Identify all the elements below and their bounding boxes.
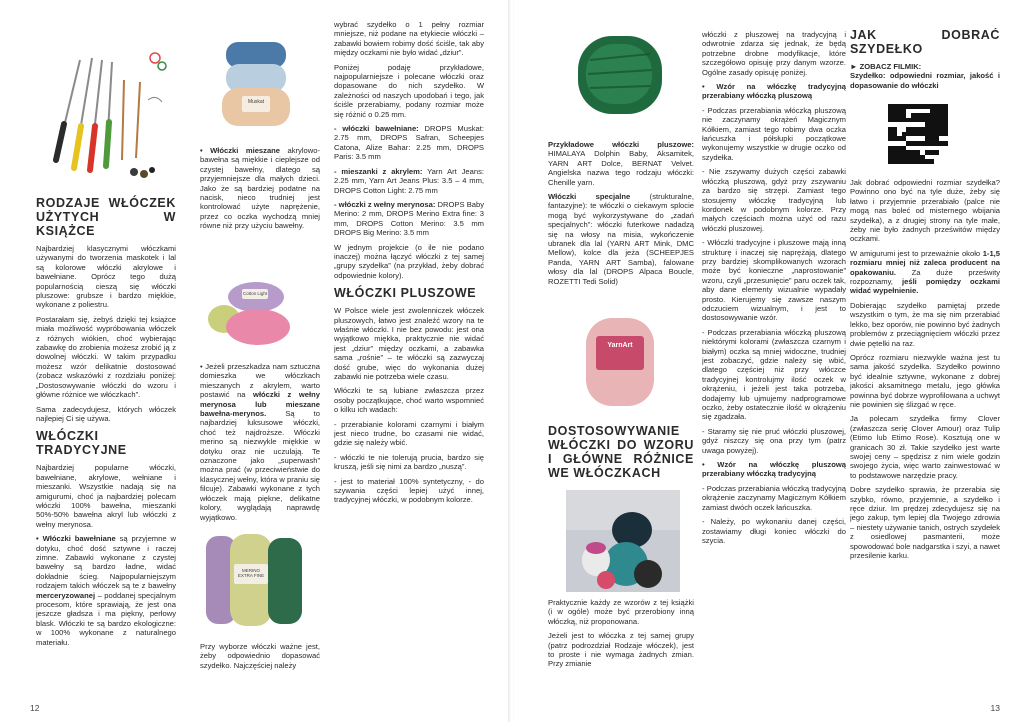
bold-lead: - mieszanki z akrylem: [334, 166, 423, 176]
text: HIMALAYA Dolphin Baby, Aksamitek, YARN ART Dolce, BERNAT Velvet. Angielska nazwa tego rodzaju włóczki: Chenille yarn. [548, 149, 694, 187]
paragraph: - przerabianie kolorami czarnymi i białym jest nieco trudne, bo czasami nie widać, gdzie się należy wbić. [334, 419, 484, 448]
right-column-1b [548, 420, 694, 490]
merino-yarn-photo [204, 530, 304, 630]
paragraph: - jest to materiał 100% syntetyczny, - do szywania części lepiej użyć innej, tradycyjnej włóczki, w podobnym kolorze. [334, 476, 484, 505]
paragraph: - włóczki te nie tolerują prucia, bardzo się kruszą, jeśli się nimi za bardzo „nuszą”. [334, 452, 484, 472]
right-column-1c [548, 598, 694, 702]
heading-plush-yarns: WŁÓCZKI PLUSZOWE [334, 286, 477, 301]
page-number: 13 [990, 703, 1000, 713]
paragraph: Najbardziej popularne włóczki, bawełniane, akrylowe, wełniane i mieszanki. Wszystkie nadają się na amigurumi, choć ja najbardziej polecam włóczki 100% bawełna, mieszanki 50%-50% bawełna akryl lub włóczki z wełny merynosa. [36, 463, 176, 529]
bold-lead: Przykładowe włóczki pluszowe: [548, 140, 694, 149]
left-column-2 [200, 146, 320, 266]
paragraph: Sama zadecydujesz, których włóczek najlepiej Ci się używa. [36, 404, 176, 423]
left-column-1 [36, 190, 176, 690]
paragraph-acrylic-list [334, 167, 484, 195]
left-column-2b [200, 362, 320, 530]
right-column-1 [548, 140, 694, 310]
text: akrylowo-bawełna są miękkie i cieplejsze od czystej bawełny, dlatego są przyjemniejsze dla małych dzieci. Jako że są bardziej podatne na nacisk, nieco trudniej jest kontrolować użyte naprężenie, przez co oczka wychodzą mniej równe niż przy użyciu bawełny. [200, 146, 320, 231]
paragraph-merino [200, 362, 320, 522]
paragraph: Ja polecam szydełka firmy Clover (zwłaszcza serię Clover Amour) oraz Tulip (Etimo lub Etimo Rose). Kosztują one w granicach 30 zł. Takie szydełko jest warte swojej ceny – spędzisz z nim wiele godzin swojego życia, więc warto zainwestować w to podstawowe narzędzie pracy. [850, 414, 1000, 480]
bold-lead: - włóczki z wełny merynosa: [334, 199, 436, 209]
subheading-traditional-with-plush: • Wzór na włóczkę tradycyjną przerabiany włóczką pluszową [702, 82, 846, 101]
text: (strukturalne, fantazyjne): te włóczki o ciekawym splocie mogą być wykorzystywane do „zadań specjalnych”: włóczki futerkowe nadadzą się na włosy na misia, wykończenie ubranek dla lal (YARN ART Mink, DMC Mellow), kolce dla jeża (SCHEEPJES Panda, YARN ART Samba), falowane włosy dla lal (DROPS Alpaca Boucle, ROZETTI Tedi Solid) [548, 192, 694, 286]
paragraph: Praktycznie każdy ze wzorów z tej książki (i w ogóle) może być przerobiony inną włóczką, niż proponowana. [548, 598, 694, 626]
paragraph: W Polsce wiele jest zwolenniczek włóczek pluszowych, łatwo jest znaleźć wzory na te właśnie włóczki. I nie bez powodu: jest ona wyjątkowo miękka, praktycznie nie widać jest „dziur” między oczkami, a zabawka sama „rośnie” – te włóczki są zazwyczaj dość grube, więc do wykonania dużej zabawki nie potrzeba wiele czasu. [334, 306, 484, 381]
paragraph: - Podczas przerabiania włóczką pluszową nie zaczynamy okrążeń Magicznym Kółkiem, zamiast tego robimy dwa oczka łańcuszka i półsłupki początkowe wykonujemy wszystkie w drugie oczko od szydełka. [702, 105, 846, 162]
paragraph: wybrać szydełko o 1 pełny rozmiar mniejsze, niż podane na etykiecie włóczki – zabawki bowiem robimy dość ściśle, tak aby między oczkami nie było widać „dziur”. [334, 20, 484, 58]
paragraph: W jednym projekcie (o ile nie podano inaczej) można łączyć włóczki z tej samej „grupy szydełka” (na przykład, żeby dobrać odpowiednie kolory). [334, 242, 484, 280]
text: Są to najbardziej luksusowe włóczki, choć też najdroższe. Włóczki merino są niezwykle miękkie w dotyku oraz nie uczulają. Te oznaczone jako „superwash” można prać (w przeciwieństwie do klasycznej wełny, która w praniu się filcuje). Zabawki wykonane z tych włóczek mają piękne, delikatne kolory, wyglądają naprawdę wyjątkowo. [200, 409, 320, 522]
bold-lead: • Włóczki bawełniane [36, 534, 116, 544]
yarn-label: Cotton Light [242, 291, 268, 296]
paragraph: Włóczki te są lubiane zwłaszcza przez osoby początkujące, choć warto wspomnieć o kilku ich wadach: [334, 386, 484, 415]
paragraph: - Należy, po wykonaniu danej części, zostawiamy długi koniec włóczki do szycia. [702, 517, 846, 545]
paragraph: - Włóczki tradycyjne i pluszowe mają inną strukturę i inaczej się naprężają, dlatego przy bardziej skomplikowanych wzorach może być konieczne „naprostowanie” wzoru, czyli „przesunięcie” paru oczek tak, aby dane elementy wizualnie wypadały prosto. Kierujemy się zawsze naszym odczuciem wizualnym, i jest to dostosowywanie wzór. [702, 238, 846, 323]
paragraph: Jak dobrać odpowiedni rozmiar szydełka? Powinno ono być na tyle duże, żeby się łatwo i przyjemnie przerabiało (palce nie mogą nas boleć od misternego wbijania szydełka), a z drugiej strony na tyle małe, żeby nie było żadnych prześwitów między oczkami. [850, 178, 1000, 244]
bold-term: 1-1,5 rozmiaru mniej niż zaleca producent na opakowaniu. [850, 248, 1000, 277]
video-link[interactable] [850, 62, 1000, 90]
video-link-title: Szydełko: odpowiedni rozmiar, jakość i dopasowanie do włóczki [850, 71, 1000, 90]
bold-lead: Włóczki specjalne [548, 192, 631, 202]
text: • Jeżeli przeszkadza nam sztuczna domieszka we włóczkach mieszanych z akrylem, warto postawić na [200, 362, 320, 400]
text: DROPS Baby Merino: 2 mm, DROPS Merino Extra fine: 3 mm, DROPS Cotton Merino: 3.5 mm DROPS Big Merino: 3.5 mm [334, 199, 484, 238]
bold-term: merceryzowanej [36, 590, 96, 600]
paragraph-special-yarns [548, 192, 694, 286]
text: DROPS Muskat: 2.75 mm, DROPS Safran, Scheepjes Catona, Alize Bahar: 2.25 mm, DROPS Paris: 3.5 mm [334, 124, 484, 162]
paragraph-mixed [200, 146, 320, 231]
paragraph-cotton-list [334, 124, 484, 162]
paragraph: - Nie zszywamy dużych części zabawki włóczką pluszową, gdyż przy zszywaniu za bardzo się strzępi. Zamiast tego stosujemy włóczkę tradycyjną lub kordonek w podobnym kolorze. Przy małych częściach można użyć od razu włóczki pluszowej. [702, 167, 846, 233]
paragraph: włóczki z pluszowej na tradycyjną i odwrotnie zdarza się jednak, że będą potrzebne drobne modyfikacje, które szczegółowo opisuję przy danym wzorze. Ogólne zasady opisuję poniżej. [702, 30, 846, 77]
text: Yarn Art Jeans: 2.25 mm, Yarn Art Jeans Plus: 3.5 – 4 mm, DROPS Cotton Light: 2.75 mm [334, 166, 484, 195]
right-column-2 [702, 30, 846, 705]
right-page [514, 0, 1024, 722]
right-column-3b [850, 178, 1000, 702]
pink-yarnart-yarn-photo [580, 312, 660, 412]
bold-term: włóczki z wełny merynosa lub mieszane bawełna-merynos. [200, 390, 320, 419]
paragraph-plush-examples [548, 140, 694, 187]
paragraph: Jeżeli jest to włóczka z tej samej grupy (patrz podrozdział Rodzaje włóczek), jest to proste i nie wymaga żadnych zmian. Przy zmianie [548, 631, 694, 669]
paragraph: - Podczas przerabiania włóczką pluszową niektórymi kolorami (zwłaszcza czarnym i białym) oczka są mniej widoczne, trudniej jest zobaczyć, gdzie należy się wbić, dlatego częściej niż przy włóczce tradycyjnej kontrolujmy ilość oczek w okrążeniu, i jeżeli jest taka potrzeba, dodajemy lub ujmujemy nadprogramowe oczko, żeby ostatecznie ilość w okrążeniu się zgadzała. [702, 327, 846, 422]
paragraph: Postarałam się, żebyś dzięki tej książce miała możliwość wypróbowania włóczek z różnych wiókien, choć wybierając zabawkę do zrobienia możesz zrobić ją z dowolnej włóczki. W takim przypadku możesz wzór delikatnie dostosować (zobacz wskazówki z rozdziału poniżej: „Dostosowywanie włóczki do wzoru i główne różnice we włóczkach”. [36, 314, 176, 400]
paragraph: Przy wyborze włóczki ważne jest, żeby odpowiednio dopasować szydełko. Najczęściej należy [200, 642, 320, 670]
paragraph: Dobre szydełko sprawia, że przerabia się szybko, równo, przyjemnie, a szydełko i ręce dziur. Im prędzej zdecydujesz się na jego zakup, tym lepiej dla Twojego zdrowia – niestety używanie tanich, ostrych szydełek z osiedlowej pasmanterii, może spowodować bole nadgarstka i szyi, a nawet przesilenie karku. [850, 485, 1000, 561]
muskat-yarn-photo [214, 36, 298, 136]
left-column-3 [334, 20, 484, 700]
qr-module [943, 159, 948, 164]
paragraph-merino-list [334, 200, 484, 238]
bold-term: jeśli pomiędzy oczkami widać wypełnienie. [850, 277, 1000, 296]
qr-code[interactable] [888, 104, 948, 164]
text: W amigurumi jest to przeważnie około [850, 248, 983, 258]
paragraph-hook-size [850, 249, 1000, 296]
left-column-2c [200, 642, 320, 702]
paragraph: Dobierając szydełko pamiętaj przede wszystkim o tym, że ma się nim przerabiać lekko, bez oporów, nie powinno być żadnych problemów z przeciągnięciem włóczki przez dwie pętelki na raz. [850, 300, 1000, 348]
paragraph-cotton [36, 534, 176, 647]
text: Za duże prześwity rozpoznamy, [850, 267, 1000, 287]
paragraph: Oprócz rozmiaru niezwykle ważna jest tu sama jakość szydełka. Szydełko powinno być idealnie sztywne, wykonane z dobrej jakości aksamitnego metalu, jego główka powinna być dobrze wyprofilowana a uchwyt nie powinien się ślizgać w ręce. [850, 352, 1000, 409]
yarn-label: MERINO EXTRA FINE [237, 568, 265, 578]
paragraph: Najbardziej klasycznymi włóczkami używanymi do tworzenia maskotek i lal są kolorowe włóczki akrylowe i bawełniane. Oprócz tego dużą popularnością cieszą się włóczki pluszowe: grubsze i bardzo miękkie, wykonane z poliestru. [36, 244, 176, 310]
video-link-lead: ► ZOBACZ FILMIK: [850, 62, 922, 71]
heading-yarn-types: RODZAJE WŁÓCZEK UŻYTYCH W KSIĄŻCE [36, 196, 176, 238]
left-page [0, 0, 510, 722]
cotton-light-yarn-photo [206, 275, 296, 355]
green-plush-yarn-photo [570, 30, 670, 120]
paragraph: Poniżej podaję przykładowe, najpopularniejsze i polecane włóczki oraz dopasowane do nich szydełko. W zależności od naszych upodobań i tego, jak ściśle przerabiamy, podany rozmiar może się różnić o 0.25 mm. [334, 62, 484, 119]
yarn-label: Muskat [247, 99, 265, 105]
paragraph: - Podczas przerabiania włóczką tradycyjną okrążenie zaczynamy Magicznym Kółkiem zamiast dwóch oczek łańcuszka. [702, 483, 846, 512]
amigurumi-toys-photo [566, 490, 680, 592]
page-number: 12 [30, 703, 40, 713]
heading-adjusting-yarn: DOSTOSOWYWANIE WŁÓCZKI DO WZORU I GŁÓWNE RÓŻNICE WE WŁÓCZKACH [548, 424, 694, 480]
heading-traditional-yarns: WŁÓCZKI TRADYCYJNE [36, 429, 127, 458]
bold-lead: • Włóczki mieszane [200, 146, 281, 155]
heading-choose-hook: JAK DOBRAĆ SZYDEŁKO [850, 28, 1000, 56]
subheading-plush-with-traditional: • Wzór na włóczkę pluszową przerabiany włóczką tradycyjną [702, 460, 846, 479]
yarn-label: YarnArt [607, 342, 633, 349]
paragraph: - Staramy się nie pruć włóczki pluszowej, gdyż niszczy się ona przy tym (patrz uwaga powyżej). [702, 426, 846, 455]
text: są przyjemne w dotyku, choć dość sztywne i raczej zimne. Zabawki wykonane z czystej bawełny są bardzo ładne, widać dokładnie ścieg. Najpopularniejszym rodzajem takich włóczek są te z bawełny [36, 534, 176, 591]
text: – poddanej specjalnym procesom, które sprawiają, że jest ona jeszcze gładsza i ma piękny, perłowy blask. Włóczki te są bardzo ekologiczne: w 100% wykonane z naturalnego materiału. [36, 590, 176, 647]
right-column-3 [850, 28, 1000, 104]
crochet-hooks-photo [40, 40, 170, 190]
bold-lead: - włóczki bawełniane: [334, 124, 419, 134]
